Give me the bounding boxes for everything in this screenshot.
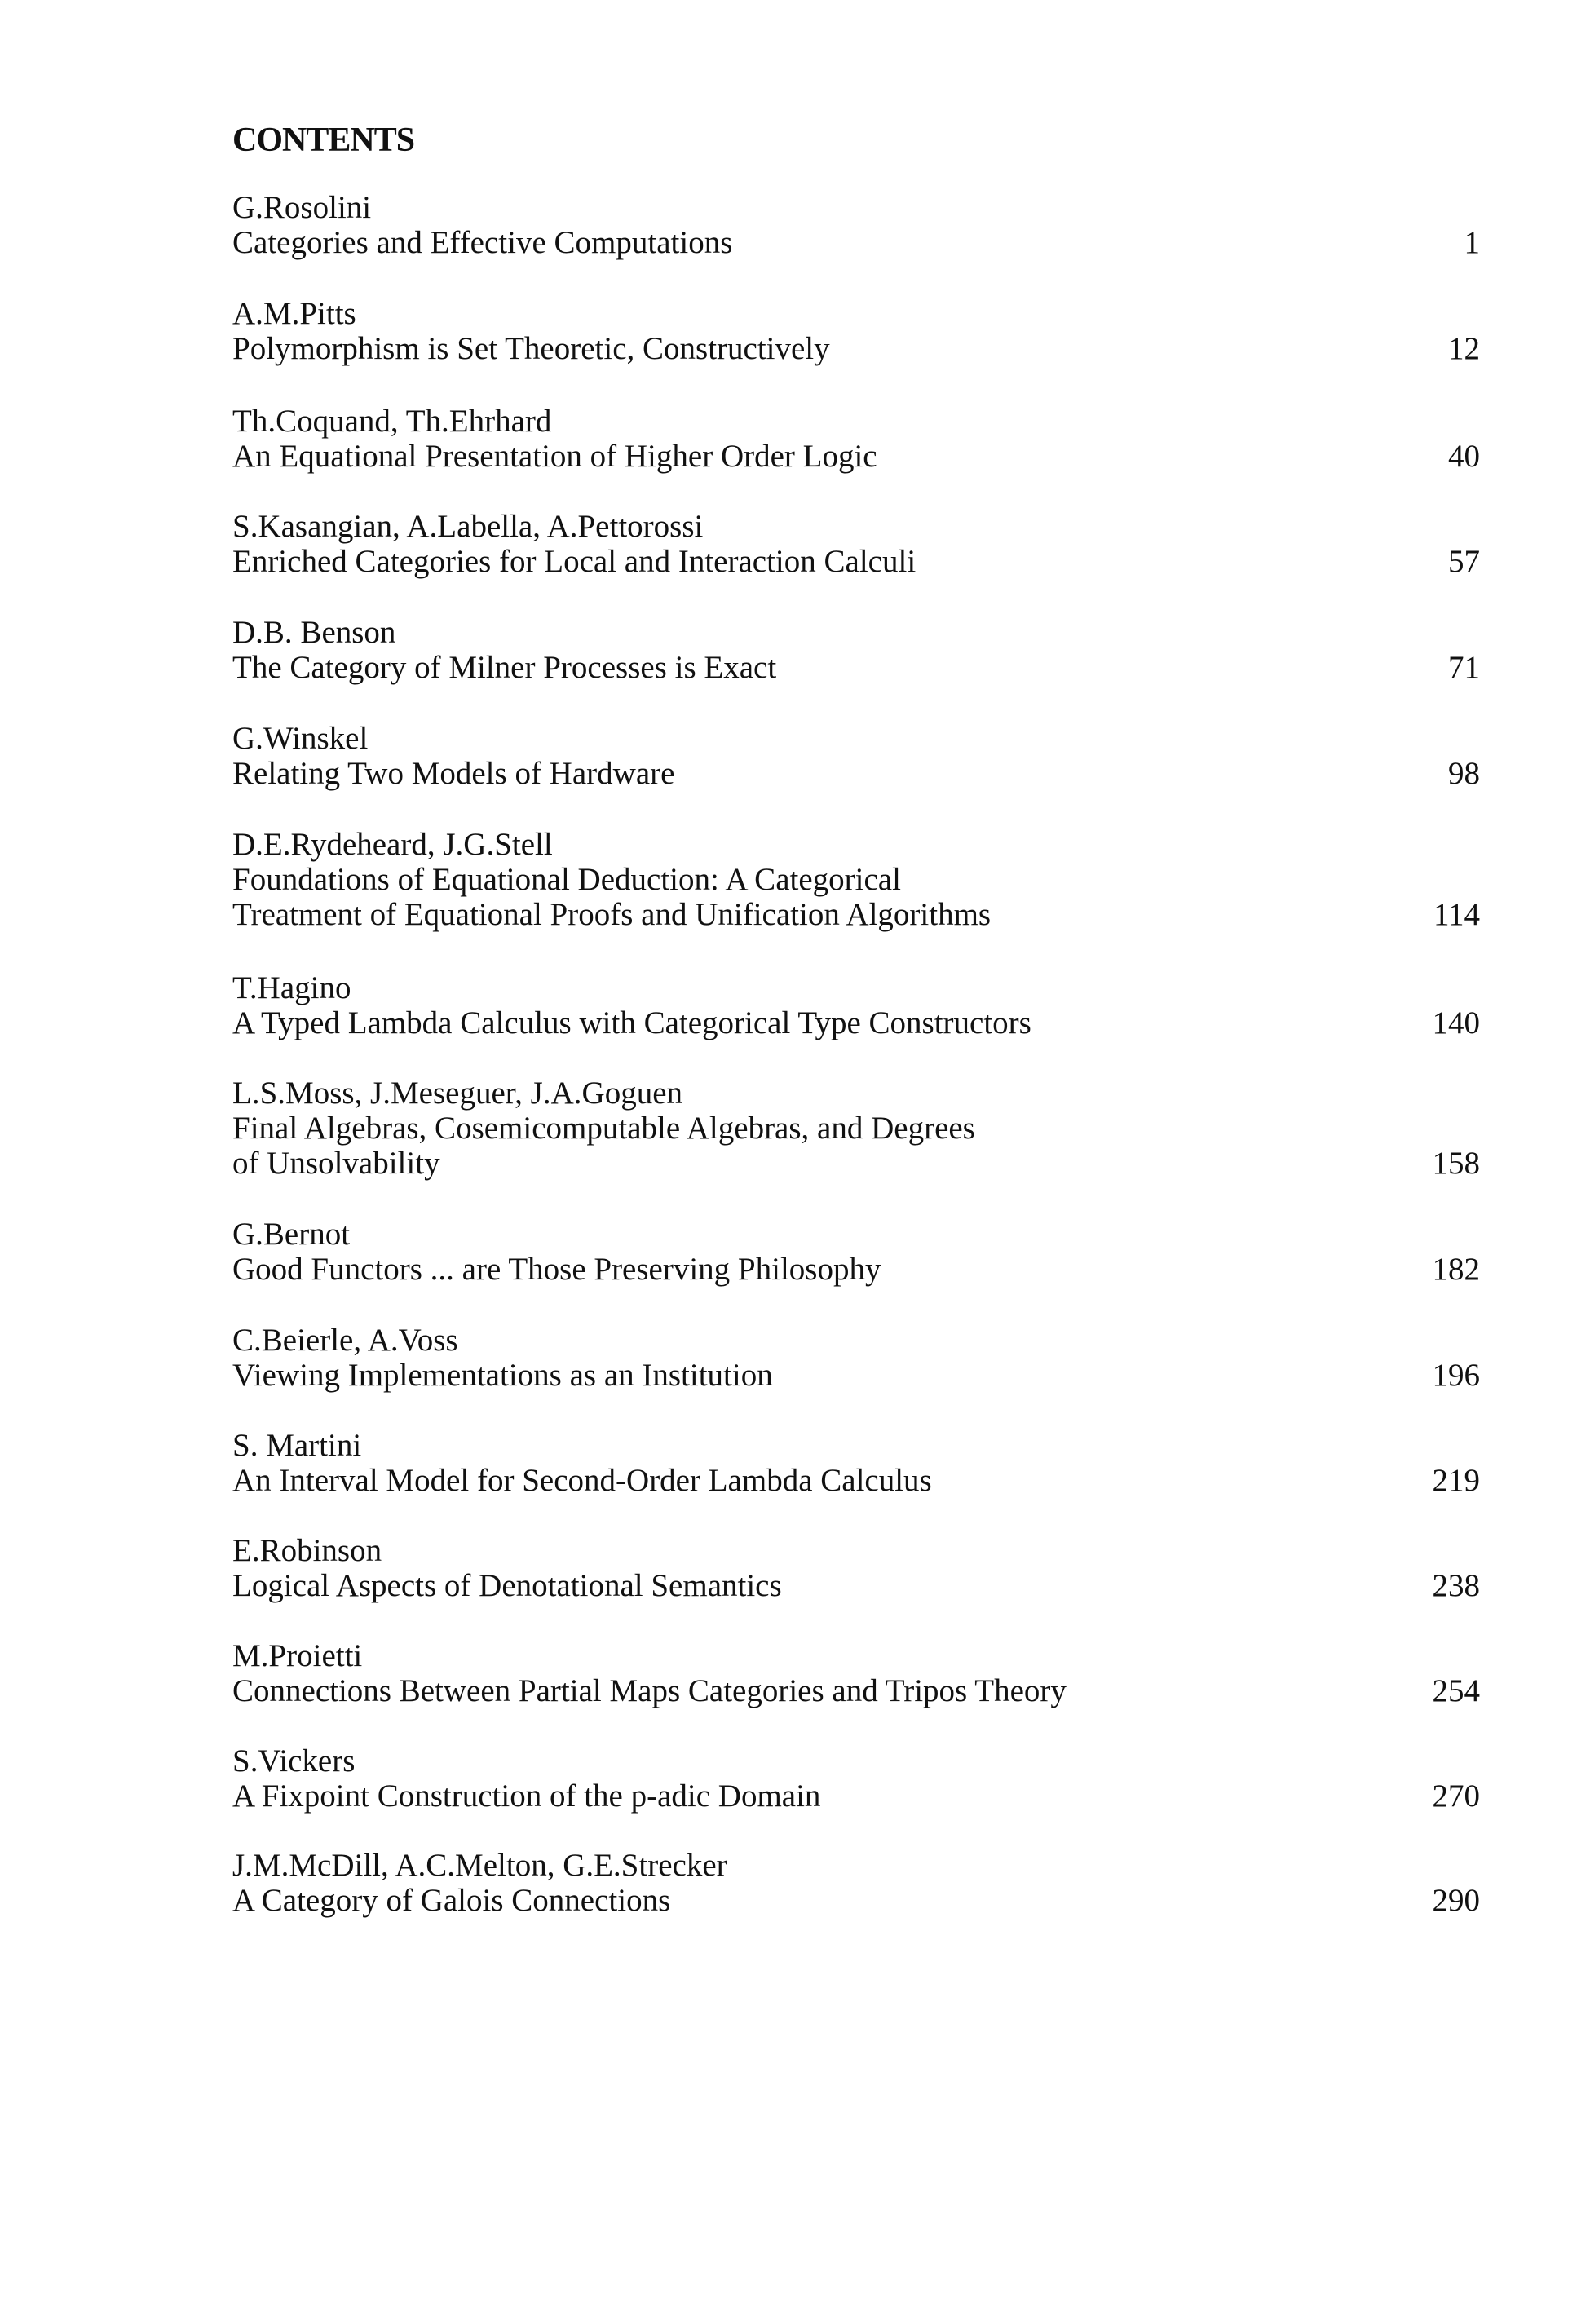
toc-entry bbox=[232, 404, 1480, 474]
entry-authors: S.Kasangian, A.Labella, A.Pettorossi bbox=[232, 509, 704, 544]
toc-entry bbox=[232, 970, 1480, 1040]
entry-page-number: 158 bbox=[1432, 1146, 1480, 1181]
entry-page-number: 114 bbox=[1433, 897, 1480, 932]
toc-entry bbox=[232, 1323, 1480, 1393]
entry-title: Treatment of Equational Proofs and Unification Algorithms bbox=[232, 897, 992, 932]
entry-title: The Category of Milner Processes is Exact bbox=[232, 650, 777, 685]
entry-page-number: 254 bbox=[1432, 1673, 1480, 1708]
toc-entry bbox=[232, 721, 1480, 791]
entry-authors: M.Proietti bbox=[232, 1638, 363, 1673]
entry-title: A Category of Galois Connections bbox=[232, 1883, 671, 1918]
toc-entry bbox=[232, 1638, 1480, 1708]
entry-authors: E.Robinson bbox=[232, 1533, 382, 1568]
toc-entry bbox=[232, 509, 1480, 579]
entry-title: Relating Two Models of Hardware bbox=[232, 756, 675, 791]
toc-entry bbox=[232, 615, 1480, 685]
entry-authors: A.M.Pitts bbox=[232, 296, 356, 331]
entry-title: Polymorphism is Set Theoretic, Constructively bbox=[232, 331, 830, 366]
entry-page-number: 182 bbox=[1432, 1252, 1480, 1287]
entry-authors: G.Winskel bbox=[232, 721, 369, 756]
entry-title: A Fixpoint Construction of the p-adic Domain bbox=[232, 1778, 821, 1814]
entry-title: Logical Aspects of Denotational Semantics bbox=[232, 1568, 782, 1603]
entry-authors: D.B. Benson bbox=[232, 615, 396, 650]
entry-title: Viewing Implementations as an Institution bbox=[232, 1358, 773, 1393]
toc-entry bbox=[232, 1533, 1480, 1603]
entry-authors: J.M.McDill, A.C.Melton, G.E.Strecker bbox=[232, 1848, 727, 1883]
entry-title: An Equational Presentation of Higher Order Logic bbox=[232, 439, 877, 474]
entry-page-number: 196 bbox=[1432, 1358, 1480, 1393]
entry-page-number: 290 bbox=[1432, 1883, 1480, 1918]
entry-title: Foundations of Equational Deduction: A Categorical bbox=[232, 862, 901, 897]
entry-title: An Interval Model for Second-Order Lambda Calculus bbox=[232, 1463, 932, 1498]
toc-entry bbox=[232, 1848, 1480, 1918]
entry-page-number: 12 bbox=[1448, 331, 1480, 366]
entry-title: Final Algebras, Cosemicomputable Algebras, and Degrees bbox=[232, 1111, 975, 1146]
entry-authors: G.Bernot bbox=[232, 1217, 351, 1252]
entry-title: Connections Between Partial Maps Categories and Tripos Theory bbox=[232, 1673, 1067, 1708]
entry-title: Enriched Categories for Local and Interaction Calculi bbox=[232, 544, 916, 579]
toc-entry bbox=[232, 827, 1480, 932]
entry-title: Categories and Effective Computations bbox=[232, 225, 733, 260]
entry-page-number: 219 bbox=[1432, 1463, 1480, 1498]
toc-entry bbox=[232, 1743, 1480, 1814]
entry-authors: D.E.Rydeheard, J.G.Stell bbox=[232, 827, 553, 862]
entry-authors: G.Rosolini bbox=[232, 190, 372, 225]
entry-title: A Typed Lambda Calculus with Categorical Type Constructors bbox=[232, 1005, 1031, 1040]
entry-page-number: 238 bbox=[1432, 1568, 1480, 1603]
toc-entry bbox=[232, 1217, 1480, 1287]
entry-title: Good Functors ... are Those Preserving Philosophy bbox=[232, 1252, 881, 1287]
entry-authors: S.Vickers bbox=[232, 1743, 356, 1778]
entry-page-number: 57 bbox=[1448, 544, 1480, 579]
toc-entry bbox=[232, 296, 1480, 366]
entry-page-number: 270 bbox=[1432, 1778, 1480, 1814]
toc-entry bbox=[232, 1428, 1480, 1498]
entry-authors: C.Beierle, A.Voss bbox=[232, 1323, 458, 1358]
entry-page-number: 98 bbox=[1448, 756, 1480, 791]
entry-authors: Th.Coquand, Th.Ehrhard bbox=[232, 404, 552, 439]
entry-page-number: 1 bbox=[1464, 225, 1480, 260]
entry-title: of Unsolvability bbox=[232, 1146, 440, 1181]
entry-authors: S. Martini bbox=[232, 1428, 362, 1463]
toc-entry bbox=[232, 1076, 1480, 1181]
toc-entry bbox=[232, 190, 1480, 260]
entry-authors: T.Hagino bbox=[232, 970, 351, 1005]
entry-page-number: 140 bbox=[1432, 1005, 1480, 1040]
entry-page-number: 40 bbox=[1448, 439, 1480, 474]
entry-authors: L.S.Moss, J.Meseguer, J.A.Goguen bbox=[232, 1076, 682, 1111]
entry-page-number: 71 bbox=[1448, 650, 1480, 685]
page-heading: CONTENTS bbox=[232, 122, 415, 159]
